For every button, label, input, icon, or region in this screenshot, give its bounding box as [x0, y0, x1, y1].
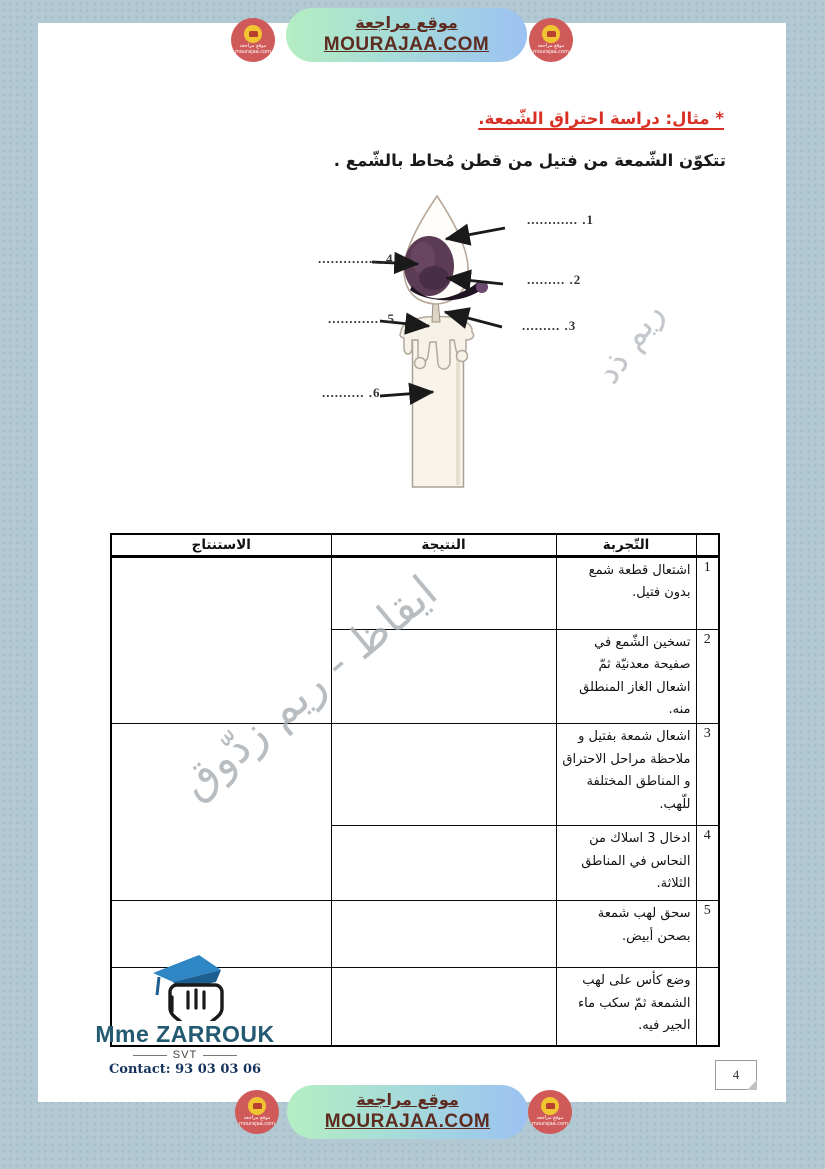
graduation-cap-pen-icon — [125, 951, 245, 1021]
book-icon — [541, 1097, 559, 1115]
experiment-cell: سحق لهب شمعة بصحن أبيض. — [556, 901, 696, 968]
site-badge-left — [235, 1090, 279, 1134]
wax-drop — [415, 358, 426, 369]
experiment-cell: ادخال 3 اسلاك من النحاس في المناطق الثلاثة. — [556, 826, 696, 901]
wax-drop — [457, 351, 468, 362]
experiment-cell: اشعال شمعة بفتيل و ملاحظة مراحل الاحتراق و المناطق المختلفة للّهب. — [556, 724, 696, 826]
badge-text-ar: موقع مراجعة — [536, 1114, 564, 1121]
diagram-label-1: 1. ............ — [527, 212, 594, 227]
site-banner-pill — [287, 1085, 528, 1139]
badge-text-ar: موقع مراجعة — [239, 42, 267, 49]
diagram-label-6: 6. .......... — [322, 385, 381, 400]
contact-number: Contact: 93 03 03 06 — [108, 1062, 262, 1077]
corner-cell — [696, 534, 719, 557]
result-cell — [331, 968, 556, 1046]
diagram-label-3: 3. ......... — [522, 318, 577, 333]
badge-text-ar: موقع مراجعة — [537, 42, 565, 49]
site-name: موقع مراجعة — [356, 1090, 459, 1110]
col-header-experiment: التّجربة — [556, 534, 696, 557]
badge-text-domain: mourajaa.com — [532, 49, 569, 55]
page-number-box — [715, 1060, 757, 1090]
page-number: 4 — [732, 1067, 740, 1082]
handwritten-watermark: ايقاظ - ريم زدّوق — [170, 566, 447, 810]
book-icon — [248, 1097, 266, 1115]
teacher-logo — [80, 951, 290, 1077]
handwritten-watermark-side: ريم ذد — [587, 294, 672, 392]
diagram-label-4: 4. .............. — [318, 251, 394, 266]
site-name: موقع مراجعة — [355, 13, 458, 33]
experiment-cell: اشتعال قطعة شمع بدون فتيل. — [556, 557, 696, 630]
site-badge-right — [528, 1090, 572, 1134]
sheet-content — [38, 23, 786, 1102]
result-cell — [331, 901, 556, 968]
badge-text-domain: mourajaa.com — [531, 1121, 568, 1127]
badge-text-domain: mourajaa.com — [238, 1121, 275, 1127]
row-number: 5 — [696, 901, 719, 968]
experiment-cell: تسخين الشّمع في صفيحة معدنيّة ثمّ اشعال الغاز المنطلق منه. — [556, 630, 696, 724]
row-number: 1 — [696, 557, 719, 630]
intro-text: تتكوّن الشّمعة من فتيل من قطن مُحاط بالشّمع . — [333, 151, 726, 170]
subject-row — [80, 1049, 290, 1061]
diagram-label-5: 5. ............ — [328, 311, 395, 326]
flame-dark-zone-shadow — [419, 266, 449, 290]
experiment-cell: وضع كأس على لهب الشمعة ثمّ سكب ماء الجير فيه. — [556, 968, 696, 1046]
site-domain: MOURAJAA.COM — [323, 34, 490, 56]
lesson-title: * مثال: دراسة احتراق الشّمعة. — [478, 109, 724, 128]
teacher-name: Mme ZARROUK — [95, 1021, 275, 1047]
site-domain: MOURAJAA.COM — [324, 1111, 491, 1133]
divider-line — [203, 1055, 237, 1056]
divider-line — [133, 1055, 167, 1056]
row-number — [696, 968, 719, 1046]
row-number: 3 — [696, 724, 719, 826]
result-cell — [331, 826, 556, 901]
badge-text-domain: mourajaa.com — [234, 49, 271, 55]
col-header-conclusion: الاستنتاج — [111, 534, 331, 557]
diagram-label-2: 2. ......... — [527, 272, 582, 287]
row-number: 4 — [696, 826, 719, 901]
badge-text-ar: موقع مراجعة — [243, 1114, 271, 1121]
row-number: 2 — [696, 630, 719, 724]
subject-label: SVT — [172, 1049, 198, 1061]
col-header-result: النتيجة — [331, 534, 556, 557]
result-cell — [331, 724, 556, 826]
candle-illustration — [300, 190, 720, 510]
